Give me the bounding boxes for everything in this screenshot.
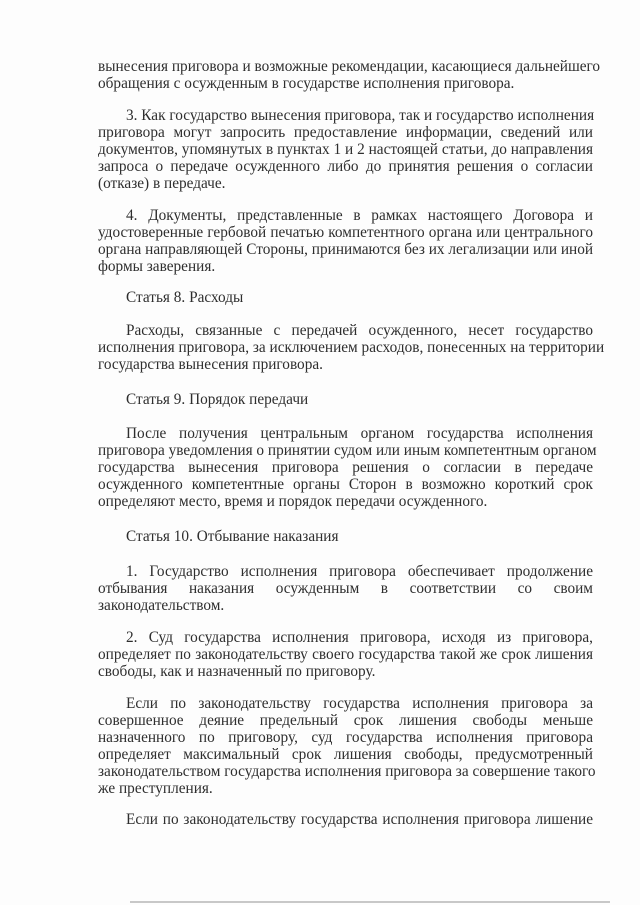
article-heading: Статья 8. Расходы: [126, 289, 244, 306]
text-line: 2. Суд государства исполнения приговора, исходя из приговора,: [126, 629, 593, 646]
text-line: определяют место, время и порядок передачи осужденного.: [98, 493, 488, 510]
text-line: органа направляющей Стороны, принимаются без их легализации или иной: [98, 241, 594, 258]
text-line: же преступления.: [98, 780, 213, 797]
text-line: государства вынесения приговора решения о согласии в передаче: [98, 459, 593, 476]
paragraph: [98, 563, 593, 614]
text-line: приговора могут запросить предоставление информации, сведений или: [98, 124, 593, 141]
text-line: свободы, как и назначенный по приговору.: [98, 663, 376, 680]
text-line: назначенного по приговору, суд государства исполнения приговора: [98, 729, 593, 746]
text-line: Если по законодательству государства исполнения приговора за: [126, 695, 593, 712]
text-line: определяет максимальный срок лишения свободы, предусмотренный: [98, 746, 593, 763]
text-line: удостоверенные гербовой печатью компетентного органа или центрального: [98, 224, 593, 241]
text-line: обращения с осужденным в государстве исполнения приговора.: [98, 75, 515, 92]
text-line: 1. Государство исполнения приговора обеспечивает продолжение: [126, 563, 593, 580]
article-heading: Статья 9. Порядок передачи: [126, 391, 309, 408]
text-line: документов, упомянутых в пунктах 1 и 2 настоящей статьи, до направления: [98, 141, 593, 158]
text-line: исполнения приговора, за исключением расходов, понесенных на территории: [98, 339, 605, 356]
paragraph: [98, 811, 593, 828]
paragraph: [98, 629, 593, 680]
paragraph: [98, 58, 601, 92]
text-line: законодательством государства исполнения приговора за совершение такого: [98, 763, 596, 780]
text-line: приговора уведомления о принятии судом или иным компетентным органом: [98, 442, 597, 459]
paragraph: [98, 207, 593, 275]
text-line: вынесения приговора и возможные рекомендации, касающиеся дальнейшего: [98, 58, 601, 75]
article-heading: Статья 10. Отбывание наказания: [126, 528, 339, 545]
text-line: (отказе) в передаче.: [98, 175, 226, 192]
text-line: Расходы, связанные с передачей осужденного, несет государство: [126, 322, 593, 339]
text-line: Если по законодательству государства исполнения приговора лишение: [126, 811, 593, 828]
text-line: государства вынесения приговора.: [98, 356, 323, 373]
paragraph: [98, 695, 596, 797]
text-line: осужденного компетентные органы Сторон в возможно короткий срок: [98, 476, 593, 493]
text-line: законодательством.: [98, 597, 225, 614]
text-line: 4. Документы, представленные в рамках настоящего Договора и: [126, 207, 593, 224]
text-line: совершенное деяние предельный срок лишения свободы меньше: [98, 712, 593, 729]
paragraph: [98, 322, 605, 373]
page-bottom-edge: [130, 901, 610, 903]
text-line: определяет по законодательству своего государства такой же срок лишения: [98, 646, 593, 663]
paragraph: [98, 425, 597, 510]
text-line: 3. Как государство вынесения приговора, так и государство исполнения: [126, 107, 595, 124]
text-line: После получения центральным органом государства исполнения: [126, 425, 593, 442]
paragraph: [98, 107, 593, 192]
text-line: запроса о передаче осужденного либо до принятия решения о согласии: [98, 158, 593, 175]
text-line: отбывания наказания осужденным в соответствии со своим: [98, 580, 593, 597]
text-line: формы заверения.: [98, 258, 216, 275]
